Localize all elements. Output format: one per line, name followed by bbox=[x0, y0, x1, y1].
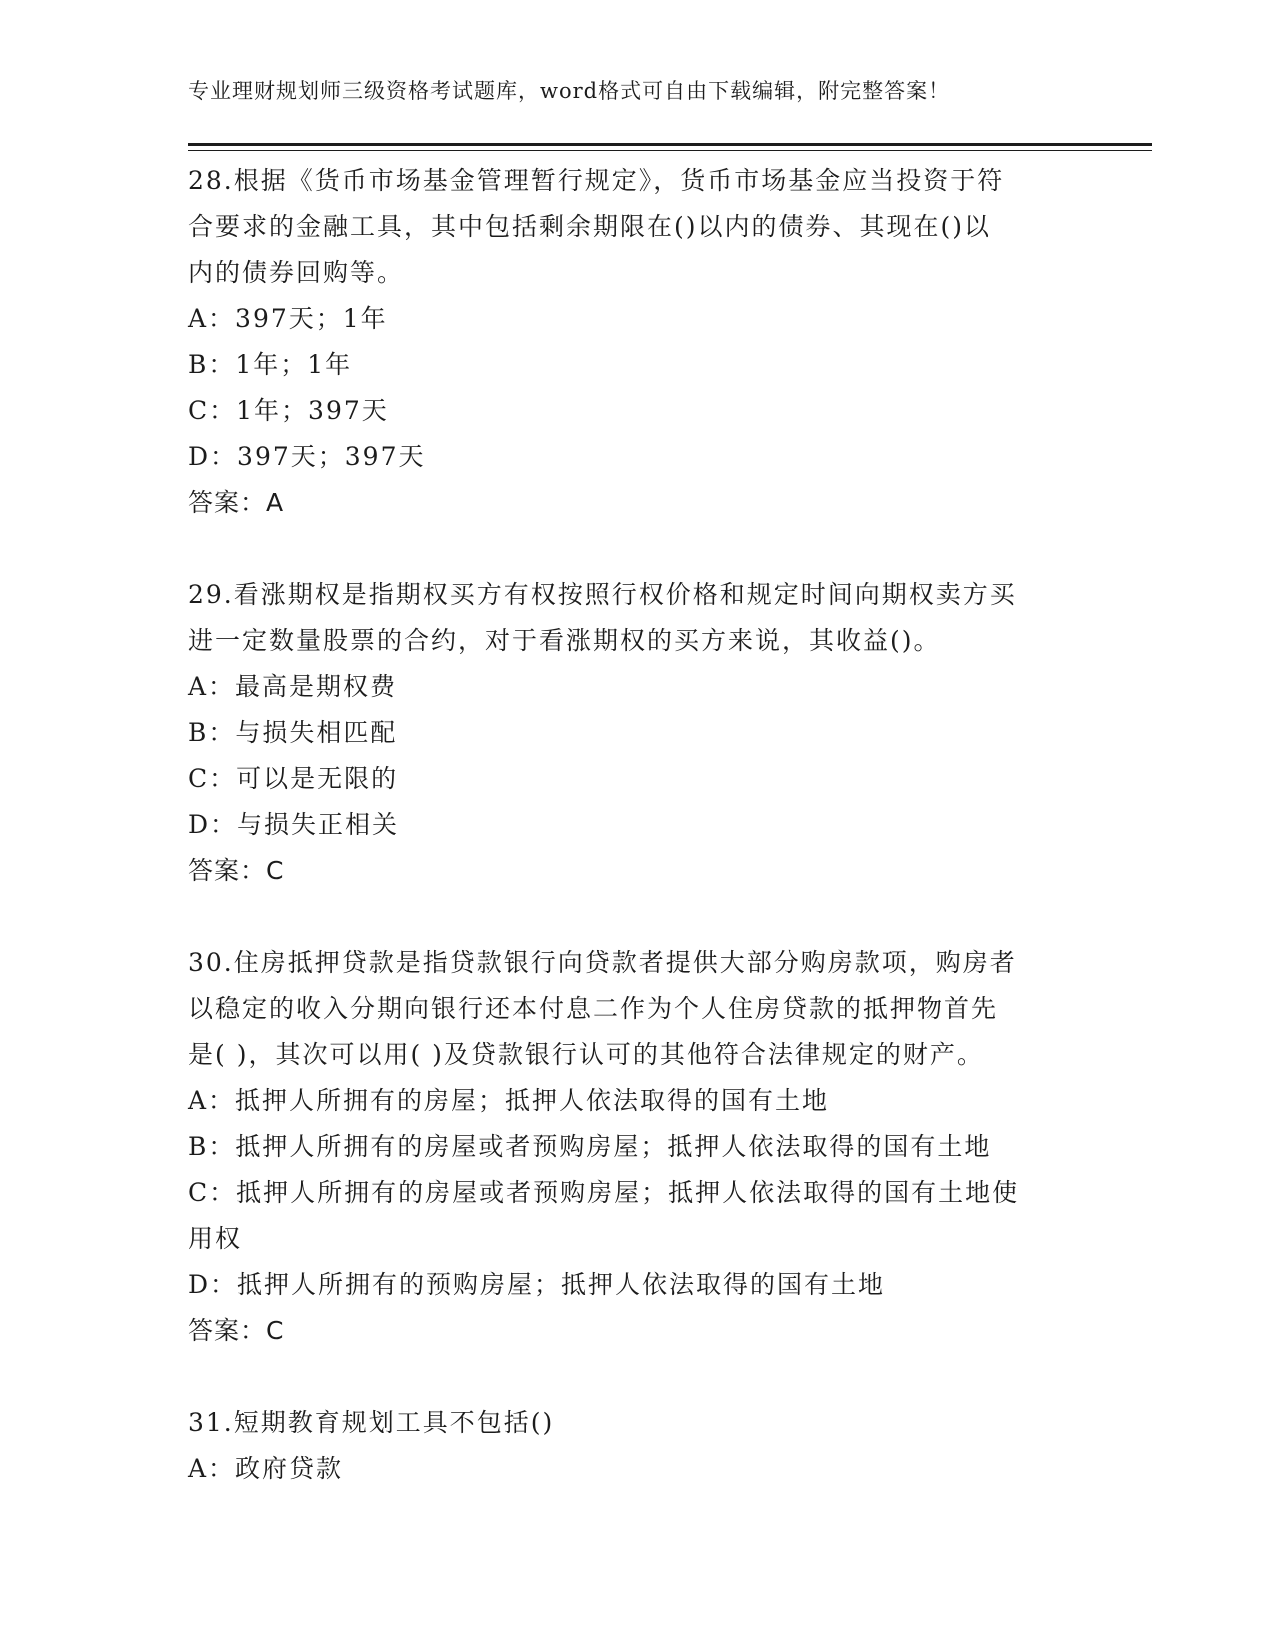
question-text-line: 进一定数量股票的合约，对于看涨期权的买方来说，其收益()。 bbox=[188, 626, 941, 655]
question-text-line: 28.根据《货币市场基金管理暂行规定》，货币市场基金应当投资于符 bbox=[188, 166, 1005, 195]
option-a: A：政府贷款 bbox=[188, 1454, 344, 1483]
header-rule-thin bbox=[188, 150, 1152, 151]
option-a: A：397天；1年 bbox=[188, 304, 388, 333]
option-b: B：与损失相匹配 bbox=[188, 718, 398, 747]
header-rule-thick bbox=[188, 143, 1152, 146]
question-text-line: 31.短期教育规划工具不包括() bbox=[188, 1408, 555, 1437]
question-text-line: 合要求的金融工具，其中包括剩余期限在()以内的债券、其现在()以 bbox=[188, 212, 992, 241]
question-list bbox=[188, 158, 1088, 1538]
option-c-continued: 用权 bbox=[188, 1224, 243, 1253]
option-a: A：抵押人所拥有的房屋；抵押人依法取得的国有土地 bbox=[188, 1086, 830, 1115]
question-text-line: 内的债券回购等。 bbox=[188, 258, 405, 287]
option-d: D：与损失正相关 bbox=[188, 810, 400, 839]
question-text-line: 29.看涨期权是指期权买方有权按照行权价格和规定时间向期权卖方买 bbox=[188, 580, 1017, 609]
answer-line: 答案：C bbox=[188, 1316, 285, 1345]
question-29 bbox=[188, 572, 1088, 894]
question-text-line: 30.住房抵押贷款是指贷款银行向贷款者提供大部分购房款项，购房者 bbox=[188, 948, 1017, 977]
question-text-line: 是( )，其次可以用( )及贷款银行认可的其他符合法律规定的财产。 bbox=[188, 1040, 984, 1069]
question-28 bbox=[188, 158, 1088, 526]
option-d: D：397天；397天 bbox=[188, 442, 426, 471]
answer-line: 答案：A bbox=[188, 488, 285, 517]
question-31 bbox=[188, 1400, 1088, 1492]
option-c: C：1年；397天 bbox=[188, 396, 389, 425]
option-b: B：1年；1年 bbox=[188, 350, 353, 379]
option-c: C：抵押人所拥有的房屋或者预购房屋；抵押人依法取得的国有土地使 bbox=[188, 1178, 1020, 1207]
option-d: D：抵押人所拥有的预购房屋；抵押人依法取得的国有土地 bbox=[188, 1270, 886, 1299]
option-a: A：最高是期权费 bbox=[188, 672, 398, 701]
option-c: C：可以是无限的 bbox=[188, 764, 399, 793]
answer-line: 答案：C bbox=[188, 856, 285, 885]
option-b: B：抵押人所拥有的房屋或者预购房屋；抵押人依法取得的国有土地 bbox=[188, 1132, 992, 1161]
page-header: 专业理财规划师三级资格考试题库，word格式可自由下载编辑，附完整答案！ bbox=[188, 79, 951, 103]
question-text-line: 以稳定的收入分期向银行还本付息二作为个人住房贷款的抵押物首先 bbox=[188, 994, 999, 1023]
question-30 bbox=[188, 940, 1088, 1354]
